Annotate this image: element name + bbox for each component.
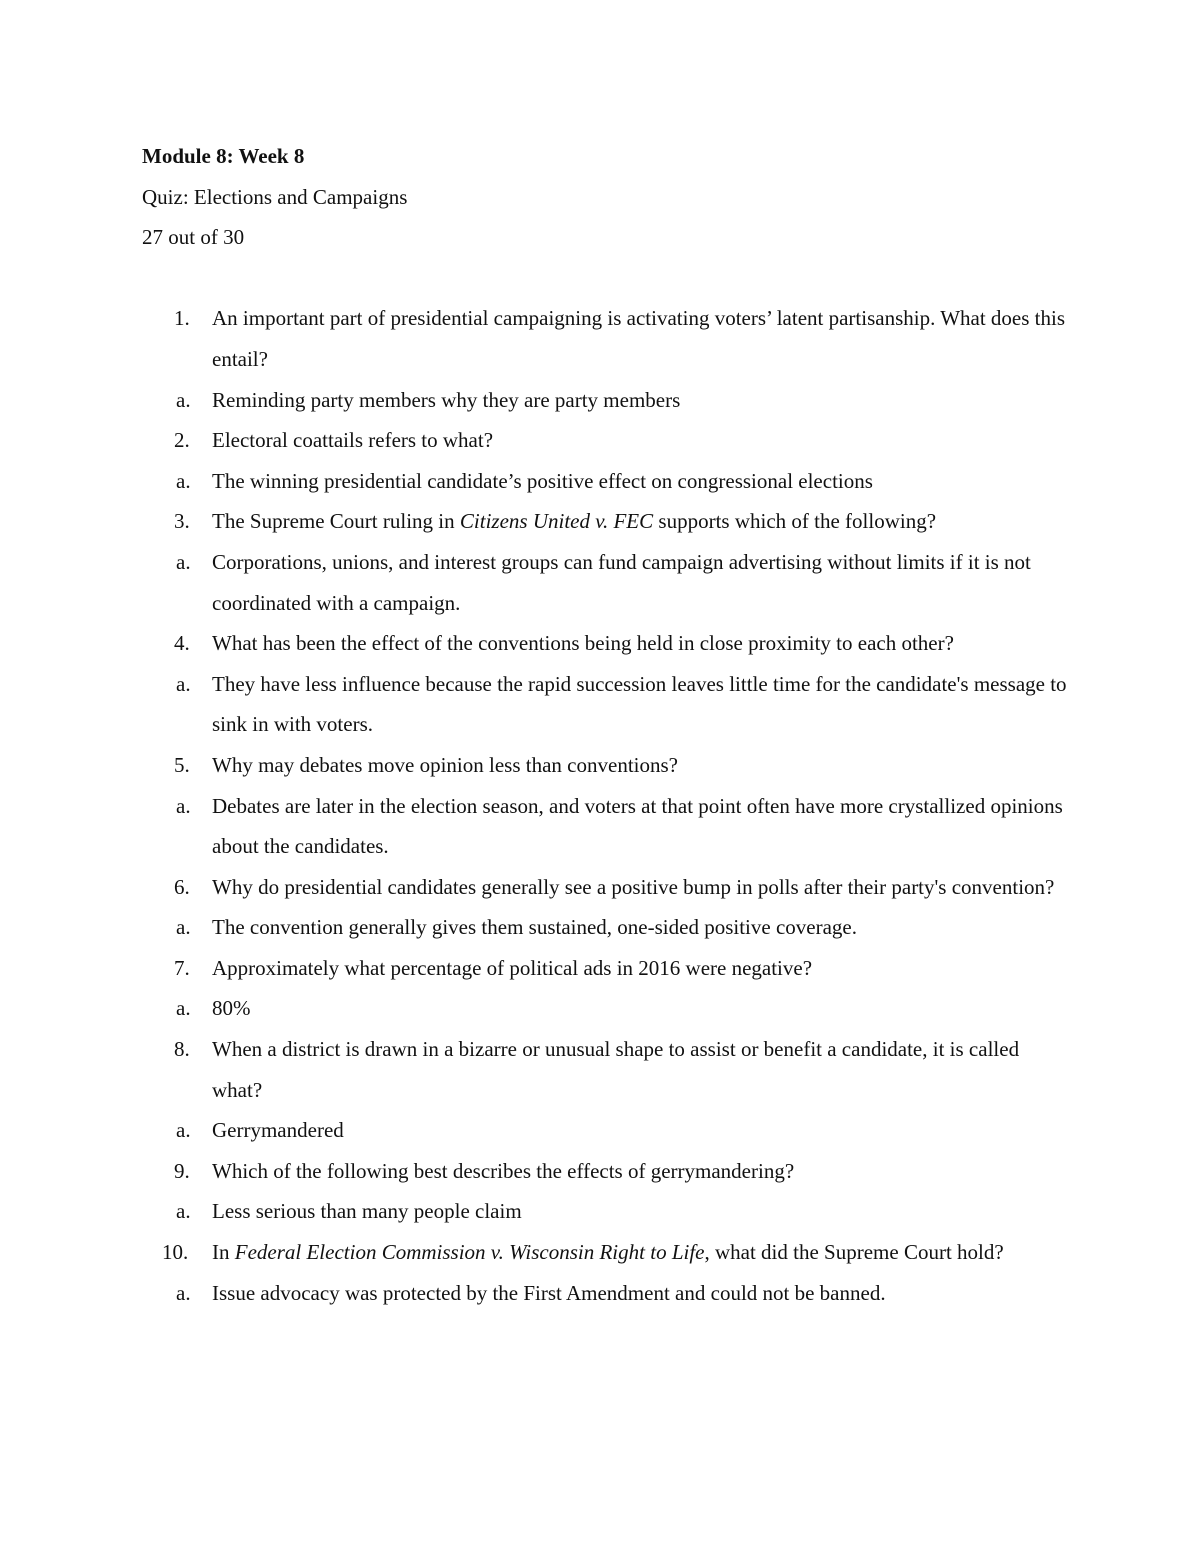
answer-letter: a. xyxy=(176,915,191,940)
question-number: 2. xyxy=(174,428,190,453)
question-number: 1. xyxy=(174,306,190,331)
question-body: An important part of presidential campaigning is activating voters’ latent partisanship. What does this entail? xyxy=(212,306,1066,371)
question-body: Approximately what percentage of political ads in 2016 were negative? xyxy=(212,955,813,980)
question-body: Why may debates move opinion less than conventions? xyxy=(212,752,678,777)
answer-letter: a. xyxy=(176,1280,191,1305)
answer-body: The winning presidential candidate’s positive effect on congressional elections xyxy=(212,468,873,493)
question-item xyxy=(142,1029,1072,1151)
question-text xyxy=(142,745,1072,786)
question-number: 4. xyxy=(174,631,190,656)
question-item xyxy=(142,501,1072,623)
question-text xyxy=(142,867,1072,908)
question-item xyxy=(142,298,1072,420)
answer-text xyxy=(142,1191,1072,1232)
answer-body: The convention generally gives them sustained, one-sided positive coverage. xyxy=(212,915,857,940)
answer-text xyxy=(142,988,1072,1029)
question-body-end: supports which of the following? xyxy=(653,509,937,534)
answer-text xyxy=(142,380,1072,421)
question-text xyxy=(142,623,1072,664)
answer-text xyxy=(142,907,1072,948)
answer-body: Less serious than many people claim xyxy=(212,1199,522,1224)
answer-body: Reminding party members why they are party members xyxy=(212,387,681,412)
question-body: Which of the following best describes the effects of gerrymandering? xyxy=(212,1158,795,1183)
document-body xyxy=(142,136,1072,1313)
answer-body: Debates are later in the election season, and voters at that point often have more crystallized opinions about the candidates. xyxy=(212,793,1063,859)
question-number: 7. xyxy=(174,955,190,980)
question-text xyxy=(142,1029,1072,1110)
answer-letter: a. xyxy=(176,387,191,412)
spacer xyxy=(142,258,1072,299)
question-list xyxy=(142,298,1072,1313)
question-number: 3. xyxy=(174,509,190,534)
question-number: 9. xyxy=(174,1158,190,1183)
quiz-title: Quiz: Elections and Campaigns xyxy=(142,184,408,209)
question-item xyxy=(142,948,1072,1029)
answer-text xyxy=(142,461,1072,502)
question-number: 5. xyxy=(174,752,190,777)
answer-body: Corporations, unions, and interest groups can fund campaign advertising without limits if it is not coordinated with a campaign. xyxy=(212,549,1031,615)
answer-body: Issue advocacy was protected by the First Amendment and could not be banned. xyxy=(212,1280,886,1305)
answer-letter: a. xyxy=(176,793,191,818)
question-text xyxy=(142,1151,1072,1192)
question-number: 8. xyxy=(174,1037,190,1062)
answer-letter: a. xyxy=(176,549,191,574)
question-item xyxy=(142,867,1072,948)
question-text xyxy=(142,948,1072,989)
question-item xyxy=(142,1151,1072,1232)
question-item xyxy=(142,420,1072,501)
answer-text xyxy=(142,664,1072,745)
answer-letter: a. xyxy=(176,1199,191,1224)
question-text xyxy=(142,298,1072,379)
question-body: Why do presidential candidates generally see a positive bump in polls after their party's convention? xyxy=(212,874,1055,899)
answer-text xyxy=(142,1110,1072,1151)
question-body: When a district is drawn in a bizarre or unusual shape to assist or benefit a candidate, it is called what? xyxy=(212,1037,1020,1102)
answer-text xyxy=(142,1273,1072,1314)
question-text xyxy=(142,501,1072,542)
answer-letter: a. xyxy=(176,1118,191,1143)
question-body-start: The Supreme Court ruling in xyxy=(212,509,460,534)
question-number: 6. xyxy=(174,874,190,899)
answer-letter: a. xyxy=(176,468,191,493)
question-item xyxy=(142,1232,1072,1313)
question-body-end: , what did the Supreme Court hold? xyxy=(704,1240,1004,1265)
answer-body: Gerrymandered xyxy=(212,1118,344,1143)
question-text xyxy=(142,1232,1072,1273)
question-body: What has been the effect of the conventions being held in close proximity to each other? xyxy=(212,631,954,656)
answer-letter: a. xyxy=(176,996,191,1021)
quiz-score: 27 out of 30 xyxy=(142,225,245,250)
question-item xyxy=(142,745,1072,867)
module-title: Module 8: Week 8 xyxy=(142,144,305,168)
answer-body: They have less influence because the rapid succession leaves little time for the candidate's message to sink in with voters. xyxy=(212,671,1067,737)
question-body-start: In xyxy=(212,1240,235,1265)
question-body: Electoral coattails refers to what? xyxy=(212,428,494,453)
case-name: Federal Election Commission v. Wisconsin Right to Life xyxy=(234,1240,705,1265)
answer-body: 80% xyxy=(212,996,251,1021)
question-item xyxy=(142,623,1072,745)
question-text xyxy=(142,420,1072,461)
answer-text xyxy=(142,542,1072,623)
answer-letter: a. xyxy=(176,671,191,696)
answer-text xyxy=(142,786,1072,867)
case-name: Citizens United v. FEC xyxy=(459,509,654,534)
question-number: 10. xyxy=(162,1240,189,1265)
